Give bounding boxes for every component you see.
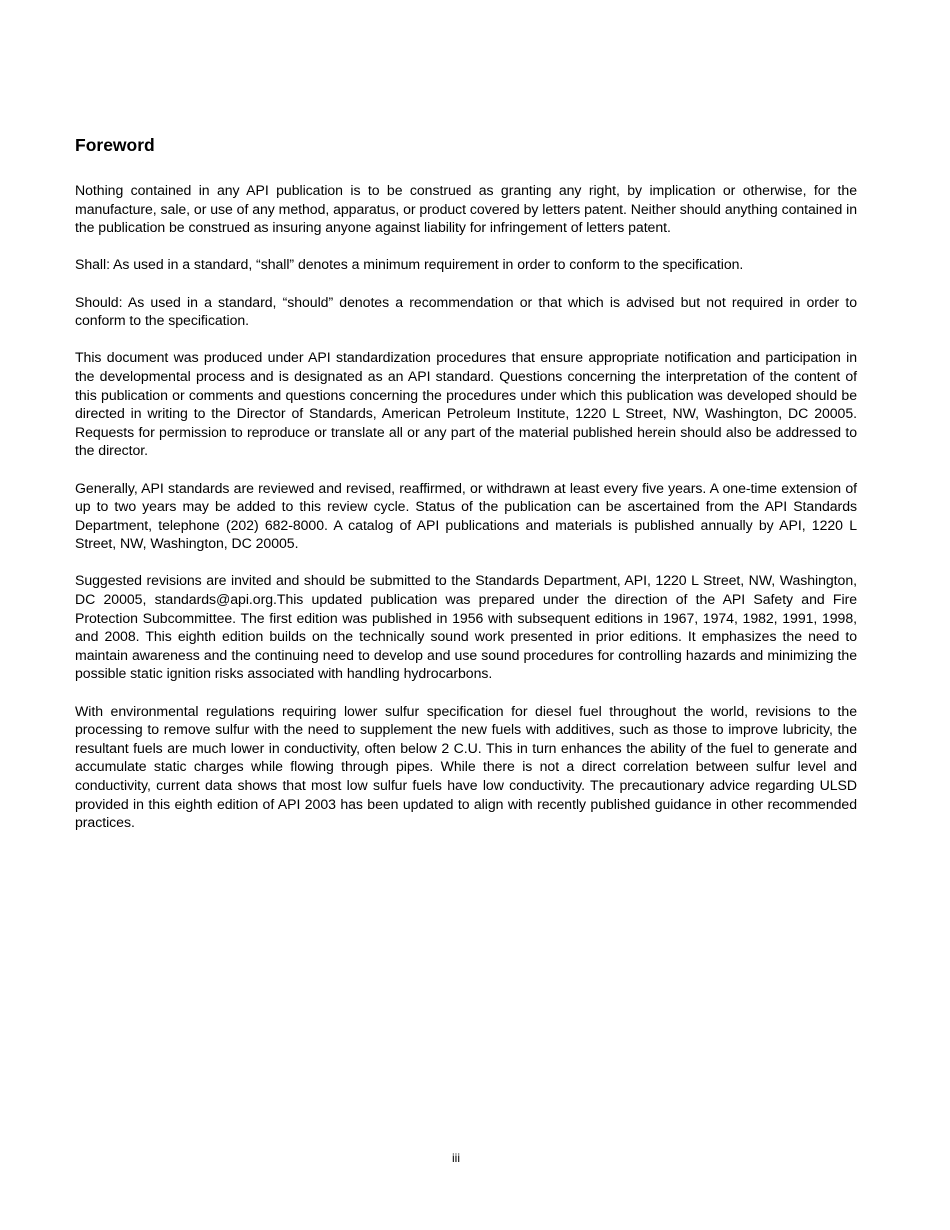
paragraph-review-cycle: Generally, API standards are reviewed and revised, reaffirmed, or withdrawn at least every five years. A one-time extension of up to two years may be added to this review cycle. Status of the publication can be ascertained from the API Standards Department, telephone (202) 682-8000. A catalog of API publications and materials is published annually by API, 1220 L Street, NW, Washington, DC 20005. (75, 479, 857, 552)
page-title: Foreword (75, 135, 155, 155)
paragraph-standardization-procedures: This document was produced under API standardization procedures that ensure appropriate notification and participation in the developmental process and is designated as an API standard. Questions concerning the interpretation of the content of this publication or comments and questions concerning the procedures under which this publication was developed should be directed in writing to the Director of Standards, American Petroleum Institute, 1220 L Street, NW, Washington, DC 20005. Requests for permission to reproduce or translate all or any part of the material published herein should also be addressed to the director. (75, 349, 857, 459)
paragraph-should-definition: Should: As used in a standard, “should” denotes a recommendation or that which is advised but not required in order to conform to the specification. (75, 293, 857, 329)
paragraph-patent-disclaimer: Nothing contained in any API publication is to be construed as granting any right, by implication or otherwise, for the manufacture, sale, or use of any method, apparatus, or product covered by letters patent. Neither should anything contained in the publication be construed as insuring anyone against liability for infringement of letters patent. (75, 182, 857, 236)
page-number: iii (452, 1151, 460, 1165)
paragraph-shall-definition: Shall: As used in a standard, “shall” denotes a minimum requirement in order to conform to the specification. (75, 256, 744, 273)
document-page (75, 134, 857, 850)
paragraph-suggested-revisions: Suggested revisions are invited and should be submitted to the Standards Department, API, 1220 L Street, NW, Washington, DC 20005, standards@api.org.This updated publication was prepared under the direction of the API Safety and Fire Protection Subcommittee. The first edition was published in 1956 with subsequent editions in 1967, 1974, 1982, 1991, 1998, and 2008. This eighth edition builds on the technically sound work presented in prior editions. It emphasizes the need to maintain awareness and the continuing need to develop and use sound procedures for controlling hazards and minimizing the possible static ignition risks associated with handling hydrocarbons. (75, 572, 857, 682)
paragraph-environmental-regulations: With environmental regulations requiring lower sulfur specification for diesel fuel throughout the world, revisions to the processing to remove sulfur with the need to supplement the new fuels with additives, such as those to improve lubricity, the resultant fuels are much lower in conductivity, often below 2 C.U. This in turn enhances the ability of the fuel to generate and accumulate static charges while flowing through pipes. While there is not a direct correlation between sulfur level and conductivity, current data shows that most low sulfur fuels have low conductivity. The precautionary advice regarding ULSD provided in this eighth edition of API 2003 has been updated to align with recently published guidance in other recommended practices. (75, 702, 857, 831)
